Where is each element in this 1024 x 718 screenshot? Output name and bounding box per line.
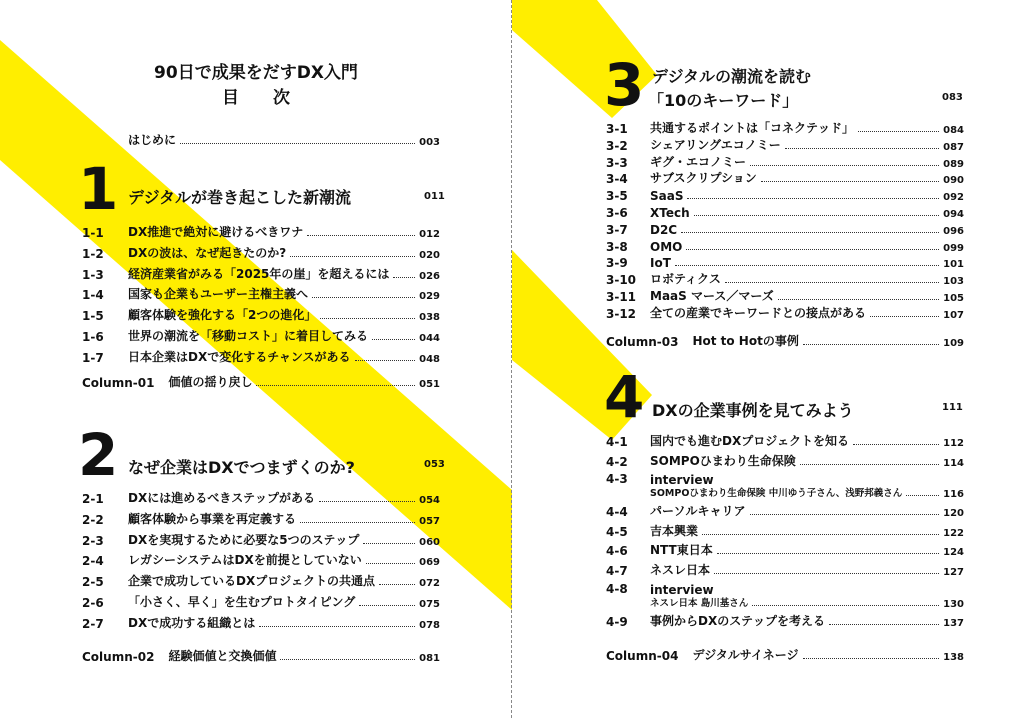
column-title: デジタルサイネージ	[692, 648, 799, 662]
item-page: 099	[943, 242, 964, 254]
toc-item[interactable]	[82, 511, 440, 527]
item-number: 2-1	[82, 492, 104, 506]
item-title: MaaS マース／マーズ	[650, 289, 774, 303]
toc-item[interactable]	[606, 433, 964, 449]
item-title: 「小さく、早く」を生むプロトタイピング	[128, 595, 356, 609]
toc-item[interactable]	[606, 187, 964, 203]
toc-item[interactable]	[606, 613, 964, 629]
toc-item[interactable]	[606, 154, 964, 170]
item-title: interview	[650, 582, 714, 597]
item-page: 057	[419, 515, 440, 527]
toc-item[interactable]	[606, 288, 964, 304]
toc-item[interactable]	[606, 305, 964, 321]
intro-entry[interactable]	[128, 132, 440, 148]
item-title: DXを実現するために必要な5つのステップ	[128, 532, 360, 547]
item-page: 020	[419, 249, 440, 261]
item-number: 3-12	[606, 306, 637, 321]
item-title: 経済産業省がみる「2025年の崖」を超えるには	[128, 266, 390, 281]
item-title: XTech	[650, 206, 690, 220]
toc-item[interactable]	[606, 562, 964, 578]
item-title: D2C	[650, 222, 678, 237]
column-num: Column-01	[82, 376, 155, 390]
toc-item[interactable]	[82, 245, 440, 261]
item-number: 4-6	[606, 544, 628, 559]
toc-item[interactable]	[606, 120, 964, 136]
item-page: 114	[943, 457, 964, 469]
item-number: 3-6	[606, 206, 628, 220]
item-number: 1-6	[82, 330, 104, 344]
item-page: 124	[943, 547, 964, 559]
item-page: 130	[943, 598, 964, 610]
item-number: 3-10	[606, 273, 637, 288]
item-page: 060	[419, 536, 440, 548]
column-03-entry[interactable]	[606, 333, 964, 349]
item-number: 4-8	[606, 581, 628, 596]
item-page: 096	[943, 225, 964, 237]
item-title: OMO	[650, 239, 683, 254]
item-title: DX推進で絶対に避けるべきワナ	[128, 225, 304, 239]
item-title: 吉本興業	[650, 523, 699, 538]
item-title: NTT東日本	[650, 543, 713, 558]
item-page: 112	[943, 438, 964, 449]
toc-item[interactable]	[606, 221, 964, 237]
toc-item[interactable]	[606, 254, 964, 270]
item-title: パーソルキャリア	[650, 504, 746, 519]
item-title: SaaS	[650, 189, 684, 204]
item-page: 087	[943, 141, 964, 153]
item-title: 日本企業はDXで変化するチャンスがある	[128, 349, 351, 364]
item-page: 026	[419, 270, 440, 282]
item-number: 1-1	[82, 226, 104, 240]
item-page: 075	[419, 599, 440, 610]
item-number: 2-4	[82, 554, 104, 569]
item-page: 137	[943, 617, 964, 629]
toc-item[interactable]	[82, 266, 440, 282]
item-number: 1-4	[82, 288, 104, 303]
item-number: 2-2	[82, 512, 104, 527]
item-page: 078	[419, 619, 440, 631]
toc-item[interactable]	[82, 307, 440, 323]
item-number: 3-8	[606, 239, 628, 254]
item-page: 090	[943, 175, 964, 187]
item-page: 072	[419, 578, 440, 590]
item-title: ロボティクス	[650, 272, 721, 287]
chapter-3-title-line2[interactable]: 「10のキーワード」	[648, 91, 799, 110]
item-number: 4-4	[606, 505, 628, 520]
item-page: 094	[943, 209, 964, 220]
item-page: 101	[943, 259, 964, 271]
item-number: 3-4	[606, 172, 628, 187]
toc-item[interactable]	[606, 472, 964, 500]
item-number: 4-9	[606, 614, 628, 629]
item-subtitle: ネスレ日本 島川基さん	[650, 597, 749, 609]
toc-item[interactable]	[82, 594, 440, 610]
item-number: 3-2	[606, 138, 628, 153]
toc-item[interactable]	[82, 490, 440, 506]
column-num: Column-02	[82, 650, 155, 664]
toc-item[interactable]	[82, 552, 440, 568]
item-title: 顧客体験を強化する「2つの進化」	[128, 308, 317, 323]
chapter-3-title[interactable]: デジタルの潮流を読む	[652, 67, 812, 86]
item-page: 122	[943, 527, 964, 539]
toc-item[interactable]	[606, 582, 964, 610]
item-number: 4-5	[606, 524, 628, 539]
item-number: 2-6	[82, 596, 104, 610]
item-title: レガシーシステムはDXを前提としていない	[128, 553, 362, 568]
item-number: 3-3	[606, 155, 628, 170]
column-title: 価値の揺り戻し	[168, 375, 253, 389]
item-title: DXには進めるべきステップがある	[128, 491, 315, 505]
chapter-4-number: 4	[604, 363, 645, 431]
item-title: 共通するポイントは「コネクテッド」	[650, 121, 855, 135]
chapter-2-page: 053	[424, 459, 445, 470]
chapter-2-number: 2	[78, 421, 119, 489]
column-page: 138	[943, 652, 964, 663]
chapter-4-title[interactable]: DXの企業事例を見てみよう	[652, 401, 854, 420]
item-title: 国家も企業もユーザー主権主義へ	[128, 287, 309, 302]
column-title: Hot to Hotの事例	[692, 334, 799, 348]
chapter-1-page: 011	[424, 191, 445, 202]
toc-item[interactable]	[606, 204, 964, 220]
toc-item[interactable]	[606, 453, 964, 469]
toc-item[interactable]	[606, 542, 964, 558]
item-title: interview	[650, 473, 714, 488]
item-subtitle: SOMPOひまわり生命保険 中川ゆう子さん、浅野邦義さん	[650, 488, 903, 500]
item-number: 2-7	[82, 616, 104, 631]
item-number: 3-9	[606, 256, 628, 271]
toc-item[interactable]	[606, 238, 964, 254]
item-title: DXの波は、なぜ起きたのか?	[128, 245, 287, 260]
item-page: 103	[943, 276, 964, 288]
item-number: 4-1	[606, 435, 628, 449]
item-number: 1-2	[82, 246, 104, 261]
item-page: 029	[419, 291, 440, 303]
item-page: 044	[419, 333, 440, 344]
item-page: 105	[943, 293, 964, 304]
column-num: Column-04	[606, 649, 679, 663]
toc-item[interactable]	[606, 523, 964, 539]
item-number: 3-7	[606, 222, 628, 237]
chapter-1-number: 1	[78, 155, 119, 223]
toc-item[interactable]	[82, 224, 440, 240]
column-title: 経験価値と交換価値	[168, 649, 277, 663]
page-divider	[511, 0, 512, 718]
intro-page: 003	[419, 137, 440, 148]
item-number: 1-5	[82, 309, 104, 324]
column-page: 081	[419, 653, 440, 664]
toc-item[interactable]	[82, 349, 440, 365]
item-title: サブスクリプション	[650, 171, 757, 186]
item-page: 107	[943, 309, 964, 321]
column-page: 051	[419, 379, 440, 390]
item-page: 054	[419, 495, 440, 506]
column-page: 109	[943, 338, 964, 349]
chapter-1-title[interactable]: デジタルが巻き起こした新潮流	[128, 188, 352, 207]
item-number: 4-2	[606, 454, 628, 469]
chapter-2-title[interactable]: なぜ企業はDXでつまずくのか?	[128, 458, 355, 477]
item-title: ネスレ日本	[650, 563, 711, 577]
item-title: 企業で成功しているDXプロジェクトの共通点	[128, 574, 375, 589]
toc-item[interactable]	[82, 328, 440, 344]
column-01-entry[interactable]	[82, 374, 440, 390]
item-number: 1-7	[82, 350, 104, 365]
item-number: 1-3	[82, 267, 104, 282]
column-num: Column-03	[606, 335, 679, 349]
right-page	[512, 0, 1024, 718]
toc-item[interactable]	[82, 615, 440, 631]
toc-item[interactable]	[82, 286, 440, 302]
toc-item[interactable]	[606, 170, 964, 186]
chapter-4-page: 111	[942, 402, 963, 413]
item-title: 国内でも進むDXプロジェクトを知る	[650, 434, 849, 448]
item-number: 2-3	[82, 533, 104, 548]
chapter-3-page: 083	[942, 92, 963, 103]
item-title: ギグ・エコノミー	[650, 154, 747, 169]
item-number: 3-11	[606, 290, 637, 304]
item-page: 116	[943, 489, 964, 501]
item-title: SOMPOひまわり生命保険	[650, 453, 796, 468]
item-title: 世界の潮流を「移動コスト」に着目してみる	[128, 329, 369, 343]
item-title: IoT	[650, 256, 671, 271]
column-04-entry[interactable]	[606, 647, 964, 663]
toc-item[interactable]	[606, 137, 964, 153]
item-title: シェアリングエコノミー	[650, 137, 781, 152]
item-page: 084	[943, 125, 964, 136]
item-page: 089	[943, 158, 964, 170]
toc-heading: 目 次	[222, 88, 304, 108]
item-number: 3-1	[606, 122, 628, 136]
item-page: 069	[419, 557, 440, 569]
intro-label: はじめに	[128, 133, 177, 147]
book-title: 90日で成果をだすDX入門	[154, 63, 358, 83]
toc-item[interactable]	[82, 573, 440, 589]
item-number: 4-3	[606, 472, 628, 487]
toc-item[interactable]	[606, 503, 964, 519]
item-page: 127	[943, 567, 964, 578]
toc-item[interactable]	[82, 532, 440, 548]
item-number: 3-5	[606, 189, 628, 204]
column-02-entry[interactable]	[82, 648, 440, 664]
toc-item[interactable]	[606, 271, 964, 287]
item-page: 048	[419, 353, 440, 365]
item-title: 顧客体験から事業を再定義する	[128, 511, 297, 526]
item-page: 012	[419, 229, 440, 240]
item-number: 4-7	[606, 564, 628, 578]
item-number: 2-5	[82, 575, 104, 590]
item-title: 全ての産業でキーワードとの接点がある	[650, 305, 867, 320]
item-title: 事例からDXのステップを考える	[650, 613, 825, 628]
chapter-3-number: 3	[604, 51, 645, 119]
item-page: 038	[419, 312, 440, 324]
item-title: DXで成功する組織とは	[128, 615, 256, 630]
item-page: 092	[943, 192, 964, 204]
item-page: 120	[943, 508, 964, 520]
